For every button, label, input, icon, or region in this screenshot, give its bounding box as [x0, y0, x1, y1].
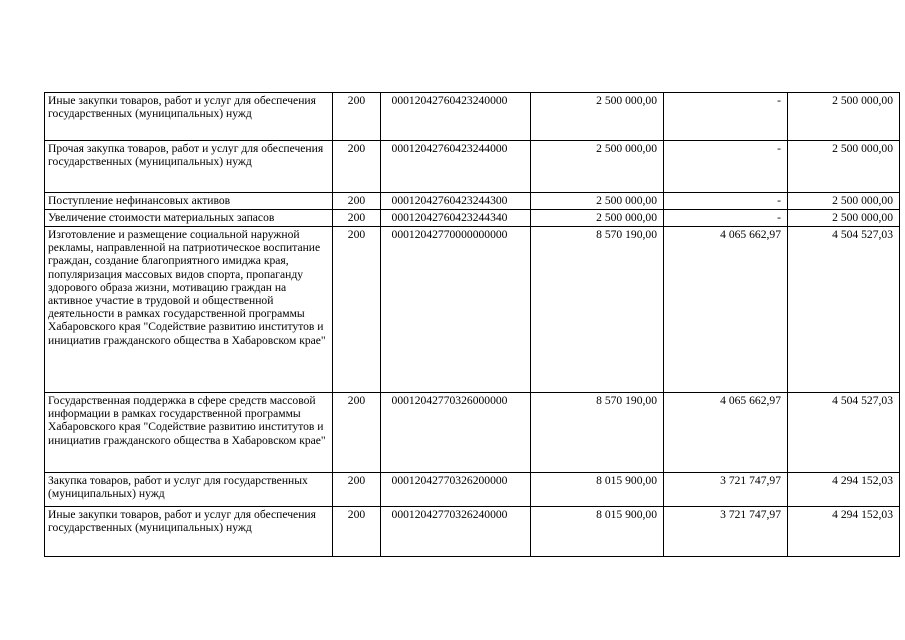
- unexecuted-amount-cell: 4 294 152,03: [788, 473, 900, 507]
- budget-code-cell: 00012042760423244340: [381, 210, 531, 227]
- budget-code-cell: 00012042760423244000: [381, 141, 531, 193]
- row-name-cell: Иные закупки товаров, работ и услуг для обеспечения государственных (муниципальных) нужд: [45, 507, 333, 557]
- unexecuted-amount-cell: 2 500 000,00: [788, 93, 900, 141]
- executed-amount-cell: -: [664, 193, 788, 210]
- executed-amount-cell: -: [664, 141, 788, 193]
- approved-amount-cell: 8 015 900,00: [531, 473, 664, 507]
- approved-amount-cell: 8 015 900,00: [531, 507, 664, 557]
- unexecuted-amount-cell: 2 500 000,00: [788, 193, 900, 210]
- budget-code-cell: 00012042760423244300: [381, 193, 531, 210]
- budget-code-cell: 00012042760423240000: [381, 93, 531, 141]
- executed-amount-cell: 3 721 747,97: [664, 507, 788, 557]
- unexecuted-amount-cell: 4 294 152,03: [788, 507, 900, 557]
- budget-execution-table: [44, 92, 900, 557]
- admin-code-cell: 200: [333, 507, 381, 557]
- budget-code-cell: 00012042770326240000: [381, 507, 531, 557]
- table-row: [45, 473, 900, 507]
- admin-code-cell: 200: [333, 393, 381, 473]
- approved-amount-cell: 2 500 000,00: [531, 210, 664, 227]
- row-name-cell: Увеличение стоимости материальных запасов: [45, 210, 333, 227]
- executed-amount-cell: 4 065 662,97: [664, 393, 788, 473]
- table-body: [45, 93, 900, 557]
- admin-code-cell: 200: [333, 193, 381, 210]
- admin-code-cell: 200: [333, 141, 381, 193]
- unexecuted-amount-cell: 2 500 000,00: [788, 210, 900, 227]
- approved-amount-cell: 2 500 000,00: [531, 141, 664, 193]
- approved-amount-cell: 2 500 000,00: [531, 193, 664, 210]
- budget-code-cell: 00012042770326200000: [381, 473, 531, 507]
- row-name-cell: Изготовление и размещение социальной наружной рекламы, направленной на патриотическое воспитание граждан, создание благоприятного имиджа края, популяризация массовых видов спорта, пропаганду здорового образа жизни, мотивацию граждан на активное участие в трудовой и общественной деятельности в рамках государственной программы Хабаровского края "Содействие развитию институтов и инициатив гражданского общества в Хабаровском крае": [45, 227, 333, 393]
- budget-code-cell: 00012042770000000000: [381, 227, 531, 393]
- admin-code-cell: 200: [333, 473, 381, 507]
- table-row: [45, 210, 900, 227]
- table-row: [45, 507, 900, 557]
- unexecuted-amount-cell: 2 500 000,00: [788, 141, 900, 193]
- budget-code-cell: 00012042770326000000: [381, 393, 531, 473]
- approved-amount-cell: 8 570 190,00: [531, 227, 664, 393]
- admin-code-cell: 200: [333, 227, 381, 393]
- row-name-cell: Прочая закупка товаров, работ и услуг для обеспечения государственных (муниципальных) нужд: [45, 141, 333, 193]
- approved-amount-cell: 2 500 000,00: [531, 93, 664, 141]
- executed-amount-cell: -: [664, 93, 788, 141]
- row-name-cell: Иные закупки товаров, работ и услуг для обеспечения государственных (муниципальных) нужд: [45, 93, 333, 141]
- executed-amount-cell: 3 721 747,97: [664, 473, 788, 507]
- table-row: [45, 227, 900, 393]
- table-row: [45, 93, 900, 141]
- admin-code-cell: 200: [333, 210, 381, 227]
- unexecuted-amount-cell: 4 504 527,03: [788, 227, 900, 393]
- approved-amount-cell: 8 570 190,00: [531, 393, 664, 473]
- row-name-cell: Закупка товаров, работ и услуг для государственных (муниципальных) нужд: [45, 473, 333, 507]
- row-name-cell: Поступление нефинансовых активов: [45, 193, 333, 210]
- row-name-cell: Государственная поддержка в сфере средств массовой информации в рамках государственной программы Хабаровского края "Содействие развитию институтов и инициатив гражданского общества в Хабаровском крае": [45, 393, 333, 473]
- admin-code-cell: 200: [333, 93, 381, 141]
- table-row: [45, 393, 900, 473]
- unexecuted-amount-cell: 4 504 527,03: [788, 393, 900, 473]
- table-row: [45, 193, 900, 210]
- executed-amount-cell: -: [664, 210, 788, 227]
- table-row: [45, 141, 900, 193]
- executed-amount-cell: 4 065 662,97: [664, 227, 788, 393]
